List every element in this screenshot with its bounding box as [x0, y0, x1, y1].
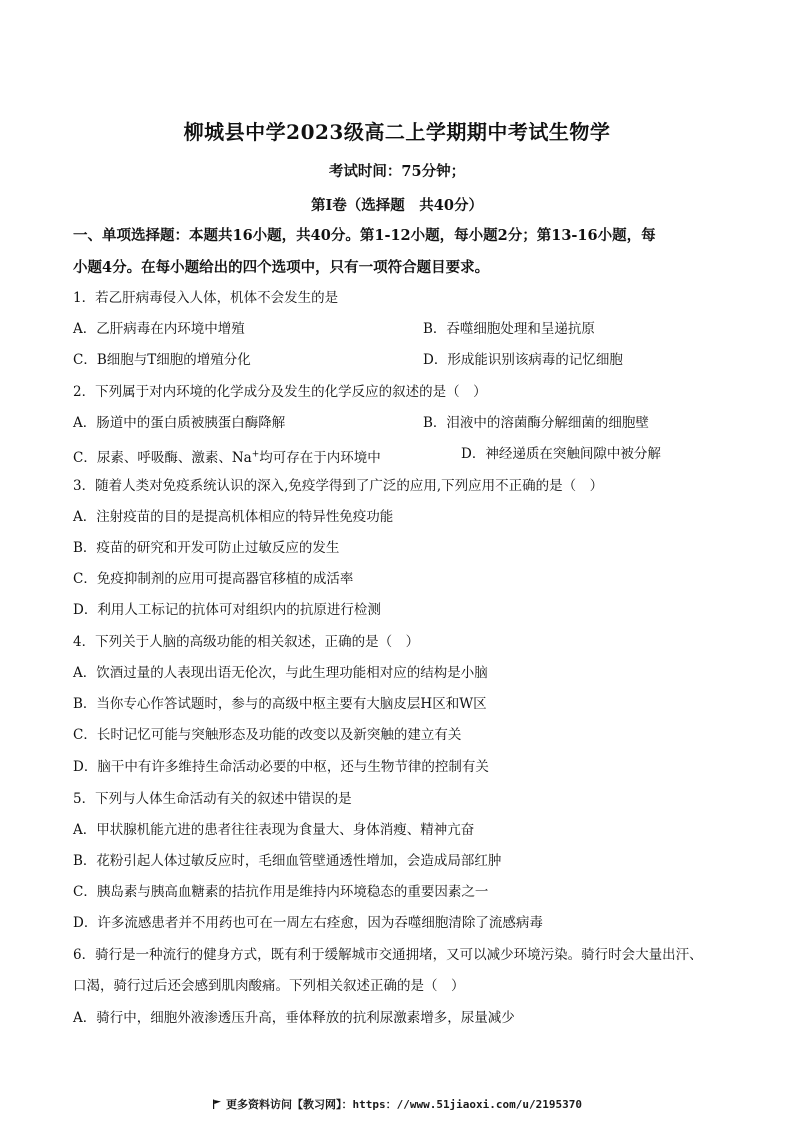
q3-option-d: D．利用人工标记的抗体可对组织内的抗原进行检测 — [73, 602, 381, 618]
volume-heading: 第Ⅰ卷（选择题 共40分） — [311, 197, 483, 214]
q3-option-a: A．注射疫苗的目的是提高机体相应的特异性免疫功能 — [73, 509, 394, 525]
q1-options-ab — [73, 319, 733, 339]
q2-option-c-pre: C．尿素、呼吸酶、激素、Na — [73, 449, 252, 466]
q2-option-a: A．肠道中的蛋白质被胰蛋白酶降解 — [73, 415, 286, 431]
q2-options-ab — [73, 413, 733, 433]
q1-stem: 1．若乙肝病毒侵入人体，机体不会发生的是 — [73, 290, 339, 306]
q2-option-b: B．泪液中的溶菌酶分解细菌的细胞壁 — [423, 415, 649, 431]
q5-option-d: D．许多流感患者并不用药也可在一周左右痊愈，因为吞噬细胞清除了流感病毒 — [73, 915, 543, 931]
q5-option-c: C．胰岛素与胰高血糖素的拮抗作用是维持内环境稳态的重要因素之一 — [73, 884, 489, 900]
q6-stem-line1: 6．骑行是一种流行的健身方式，既有利于缓解城市交通拥堵，又可以减少环境污染。骑行时会大量出汗、 — [73, 947, 703, 963]
q4-stem: 4．下列关于人脑的高级功能的相关叙述，正确的是（ ） — [73, 634, 420, 650]
q2-option-c — [73, 450, 381, 466]
q3-option-c: C．免疫抑制剂的应用可提高器官移植的成活率 — [73, 571, 354, 587]
q5-stem: 5．下列与人体生命活动有关的叙述中错误的是 — [73, 791, 352, 807]
footer-text[interactable]: 更多资料访问【教习网】：https：//www.51jiaoxi.com/u/2195370 — [225, 1098, 583, 1111]
q5-option-a: A．甲状腺机能亢进的患者往往表现为食量大、身体消瘦、精神亢奋 — [73, 822, 475, 838]
q2-stem: 2．下列属于对内环境的化学成分及发生的化学反应的叙述的是（ ） — [73, 384, 487, 400]
q2-option-c-post: 均可存在于内环境中 — [259, 449, 381, 466]
section-instructions-line1: 一、单项选择题：本题共16小题，共40分。第1-12小题，每小题2分；第13-16小题，每 — [73, 227, 656, 244]
page-title: 柳城县中学2023级高二上学期期中考试生物学 — [183, 120, 611, 144]
q2-option-d: D．神经递质在突触间隙中被分解 — [461, 446, 661, 462]
flag-icon — [212, 1099, 222, 1109]
q4-option-a: A．饮酒过量的人表现出语无伦次，与此生理功能相对应的结构是小脑 — [73, 665, 488, 681]
q5-option-b: B．花粉引起人体过敏反应时，毛细血管壁通透性增加，会造成局部红肿 — [73, 853, 502, 869]
q3-stem: 3．随着人类对免疫系统认识的深入,免疫学得到了广泛的应用,下列应用不正确的是（ ） — [73, 478, 604, 494]
q1-option-b: B．吞噬细胞处理和呈递抗原 — [423, 321, 595, 337]
q6-option-a: A．骑行中，细胞外液渗透压升高，垂体释放的抗利尿激素增多，尿量减少 — [73, 1010, 515, 1026]
q1-option-c: C．B细胞与T细胞的增殖分化 — [73, 352, 251, 368]
q1-option-d: D．形成能识别该病毒的记忆细胞 — [423, 352, 623, 368]
exam-time: 考试时间：75分钟； — [328, 163, 466, 180]
q6-stem-line2: 口渴，骑行过后还会感到肌肉酸痛。下列相关叙述正确的是（ ） — [73, 978, 465, 994]
footer-link[interactable] — [0, 1096, 794, 1112]
q4-option-c: C．长时记忆可能与突触形态及功能的改变以及新突触的建立有关 — [73, 727, 462, 743]
q1-option-a: A．乙肝病毒在内环境中增殖 — [73, 321, 245, 337]
q4-option-b: B．当你专心作答试题时，参与的高级中枢主要有大脑皮层H区和W区 — [73, 696, 487, 712]
q2-options-cd — [73, 444, 733, 468]
q1-options-cd — [73, 350, 733, 370]
section-instructions-line2: 小题4分。在每小题给出的四个选项中，只有一项符合题目要求。 — [73, 259, 490, 276]
q3-option-b: B．疫苗的研究和开发可防止过敏反应的发生 — [73, 540, 340, 556]
q2-option-c-sup: + — [251, 449, 260, 459]
q4-option-d: D．脑干中有许多维持生命活动必要的中枢，还与生物节律的控制有关 — [73, 759, 489, 775]
